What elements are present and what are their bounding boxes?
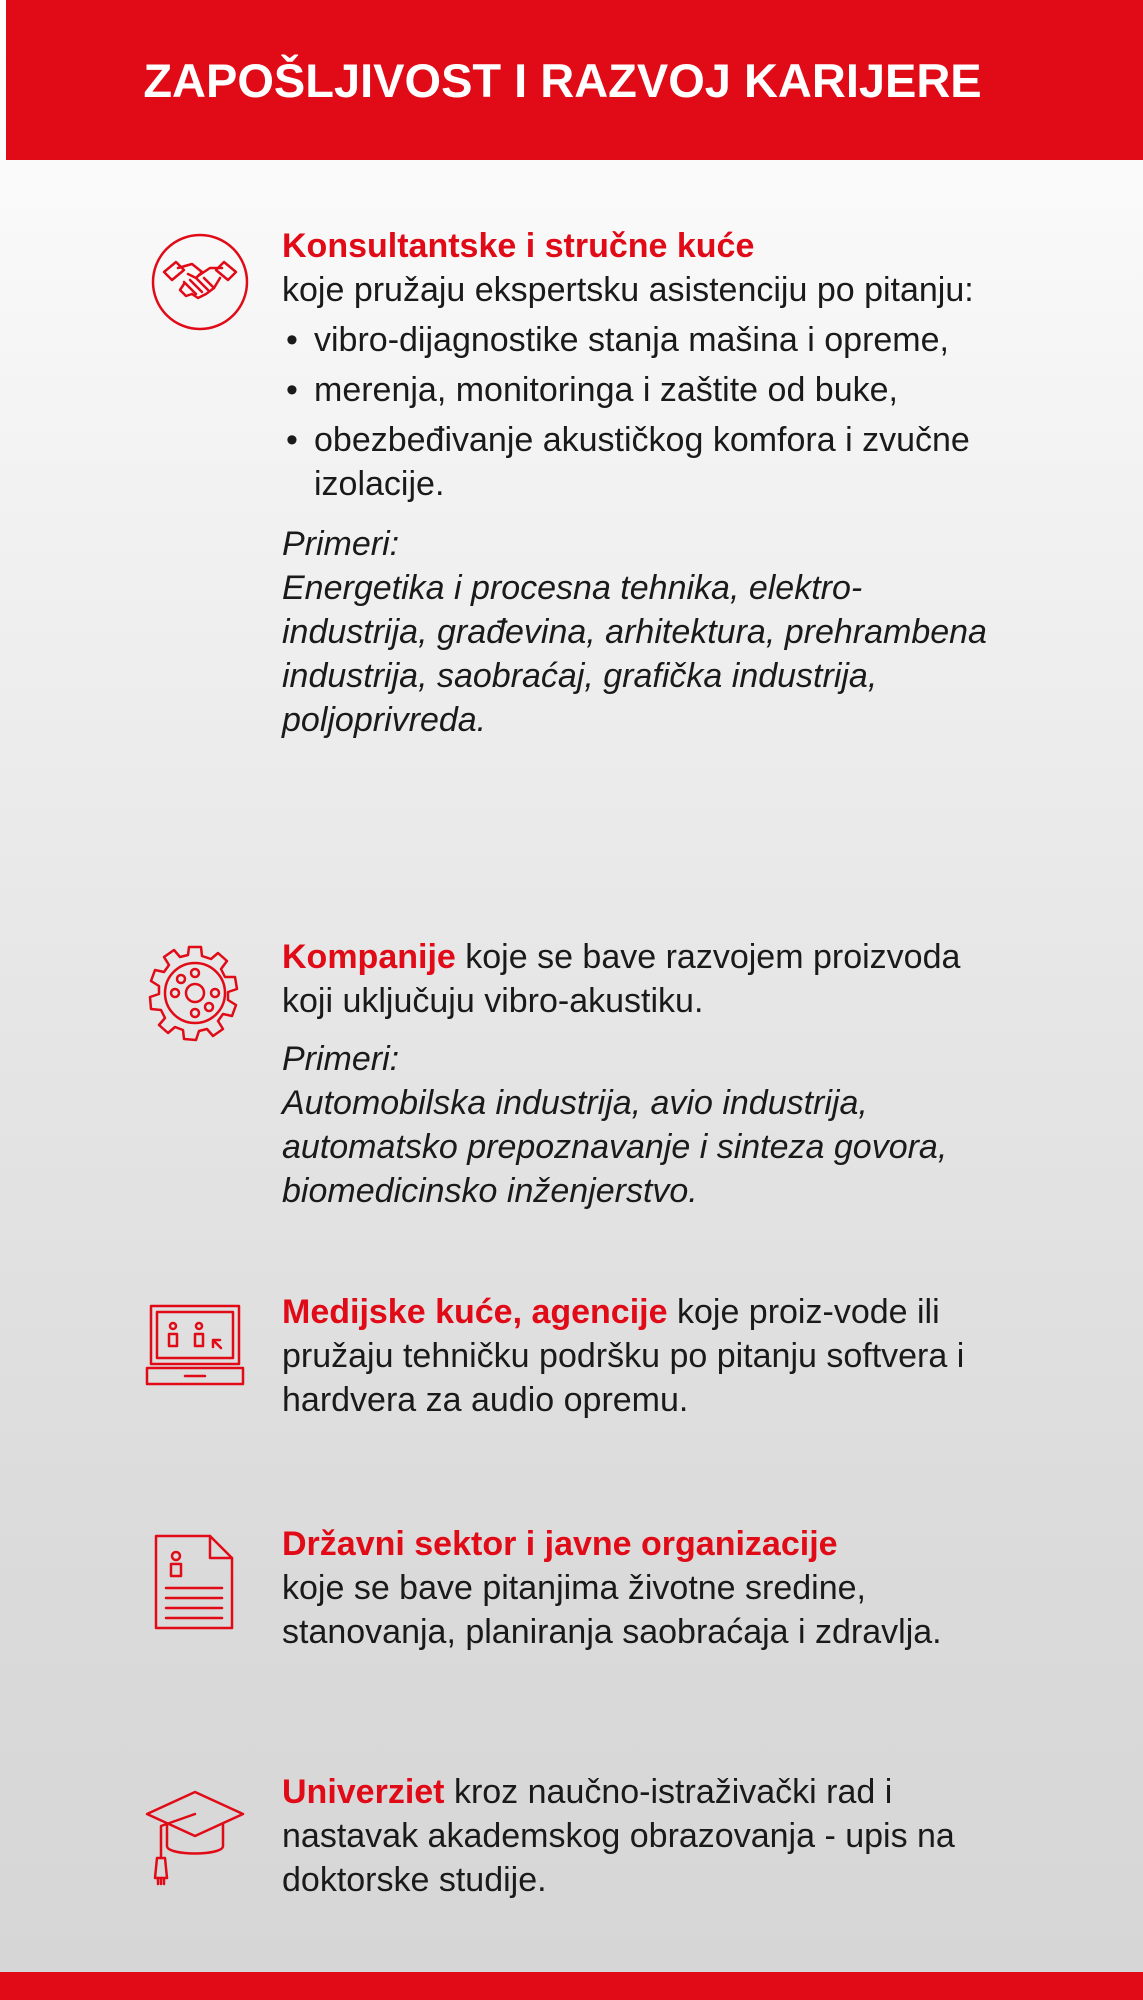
examples-text: Automobilska industrija, avio industrija, automatsko prepoznavanje i sinteza govora, biomedicinsko inženjerstvo. [282, 1084, 948, 1210]
media-text [282, 1290, 1002, 1422]
companies-title: Kompanije [282, 938, 456, 976]
examples-label: Primeri: [282, 1040, 400, 1078]
university-body: kroz naučno-istraživački rad i nastavak akademskog obrazovanja - upis na doktorske studije. [282, 1773, 955, 1899]
gear-icon [145, 943, 245, 1043]
companies-text [282, 935, 1002, 1213]
government-body: koje se bave pitanjima životne sredine, stanovanja, planiranja saobraćaja i zdravlja. [282, 1569, 942, 1651]
companies-body: koje se bave razvojem proizvoda koji uključuju vibro-akustiku. [282, 938, 961, 1020]
handshake-icon [150, 232, 250, 332]
companies-examples [282, 1037, 1002, 1213]
page-header [6, 0, 1143, 160]
list-item: • obezbeđivanje akustičkog komfora i zvučne izolacije. [282, 418, 1002, 506]
document-icon [152, 1532, 236, 1632]
consultancies-body: koje pružaju ekspertsku asistenciju po pitanju: [282, 271, 974, 309]
list-item: • merenja, monitoringa i zaštite od buke, [282, 368, 1002, 412]
examples-text: Energetika i procesna tehnika, elektro-industrija, građevina, arhitektura, prehrambena industrija, saobraćaj, grafička industrija, poljoprivreda. [282, 569, 987, 739]
government-text [282, 1522, 1002, 1654]
consultancies-bullet-list [282, 318, 1002, 506]
consultancies-text [282, 224, 1002, 742]
footer-bar [0, 1972, 1143, 2000]
examples-label: Primeri: [282, 525, 400, 563]
university-title: Univerziet [282, 1773, 445, 1811]
page-title: ZAPOŠLJIVOST I RAZVOJ KARIJERE [143, 53, 982, 107]
consultancies-title: Konsultantske i stručne kuće [282, 227, 755, 265]
list-item: • vibro-dijagnostike stanja mašina i opreme, [282, 318, 1002, 362]
laptop-icon [145, 1302, 245, 1392]
consultancies-examples [282, 522, 1002, 742]
media-title: Medijske kuće, agencije [282, 1293, 668, 1331]
media-body: koje proiz-vode ili pružaju tehničku podršku po pitanju softvera i hardvera za audio opremu. [282, 1293, 965, 1419]
government-title: Državni sektor i javne organizacije [282, 1525, 838, 1563]
graduation-cap-icon [143, 1786, 247, 1886]
university-text [282, 1770, 1002, 1902]
